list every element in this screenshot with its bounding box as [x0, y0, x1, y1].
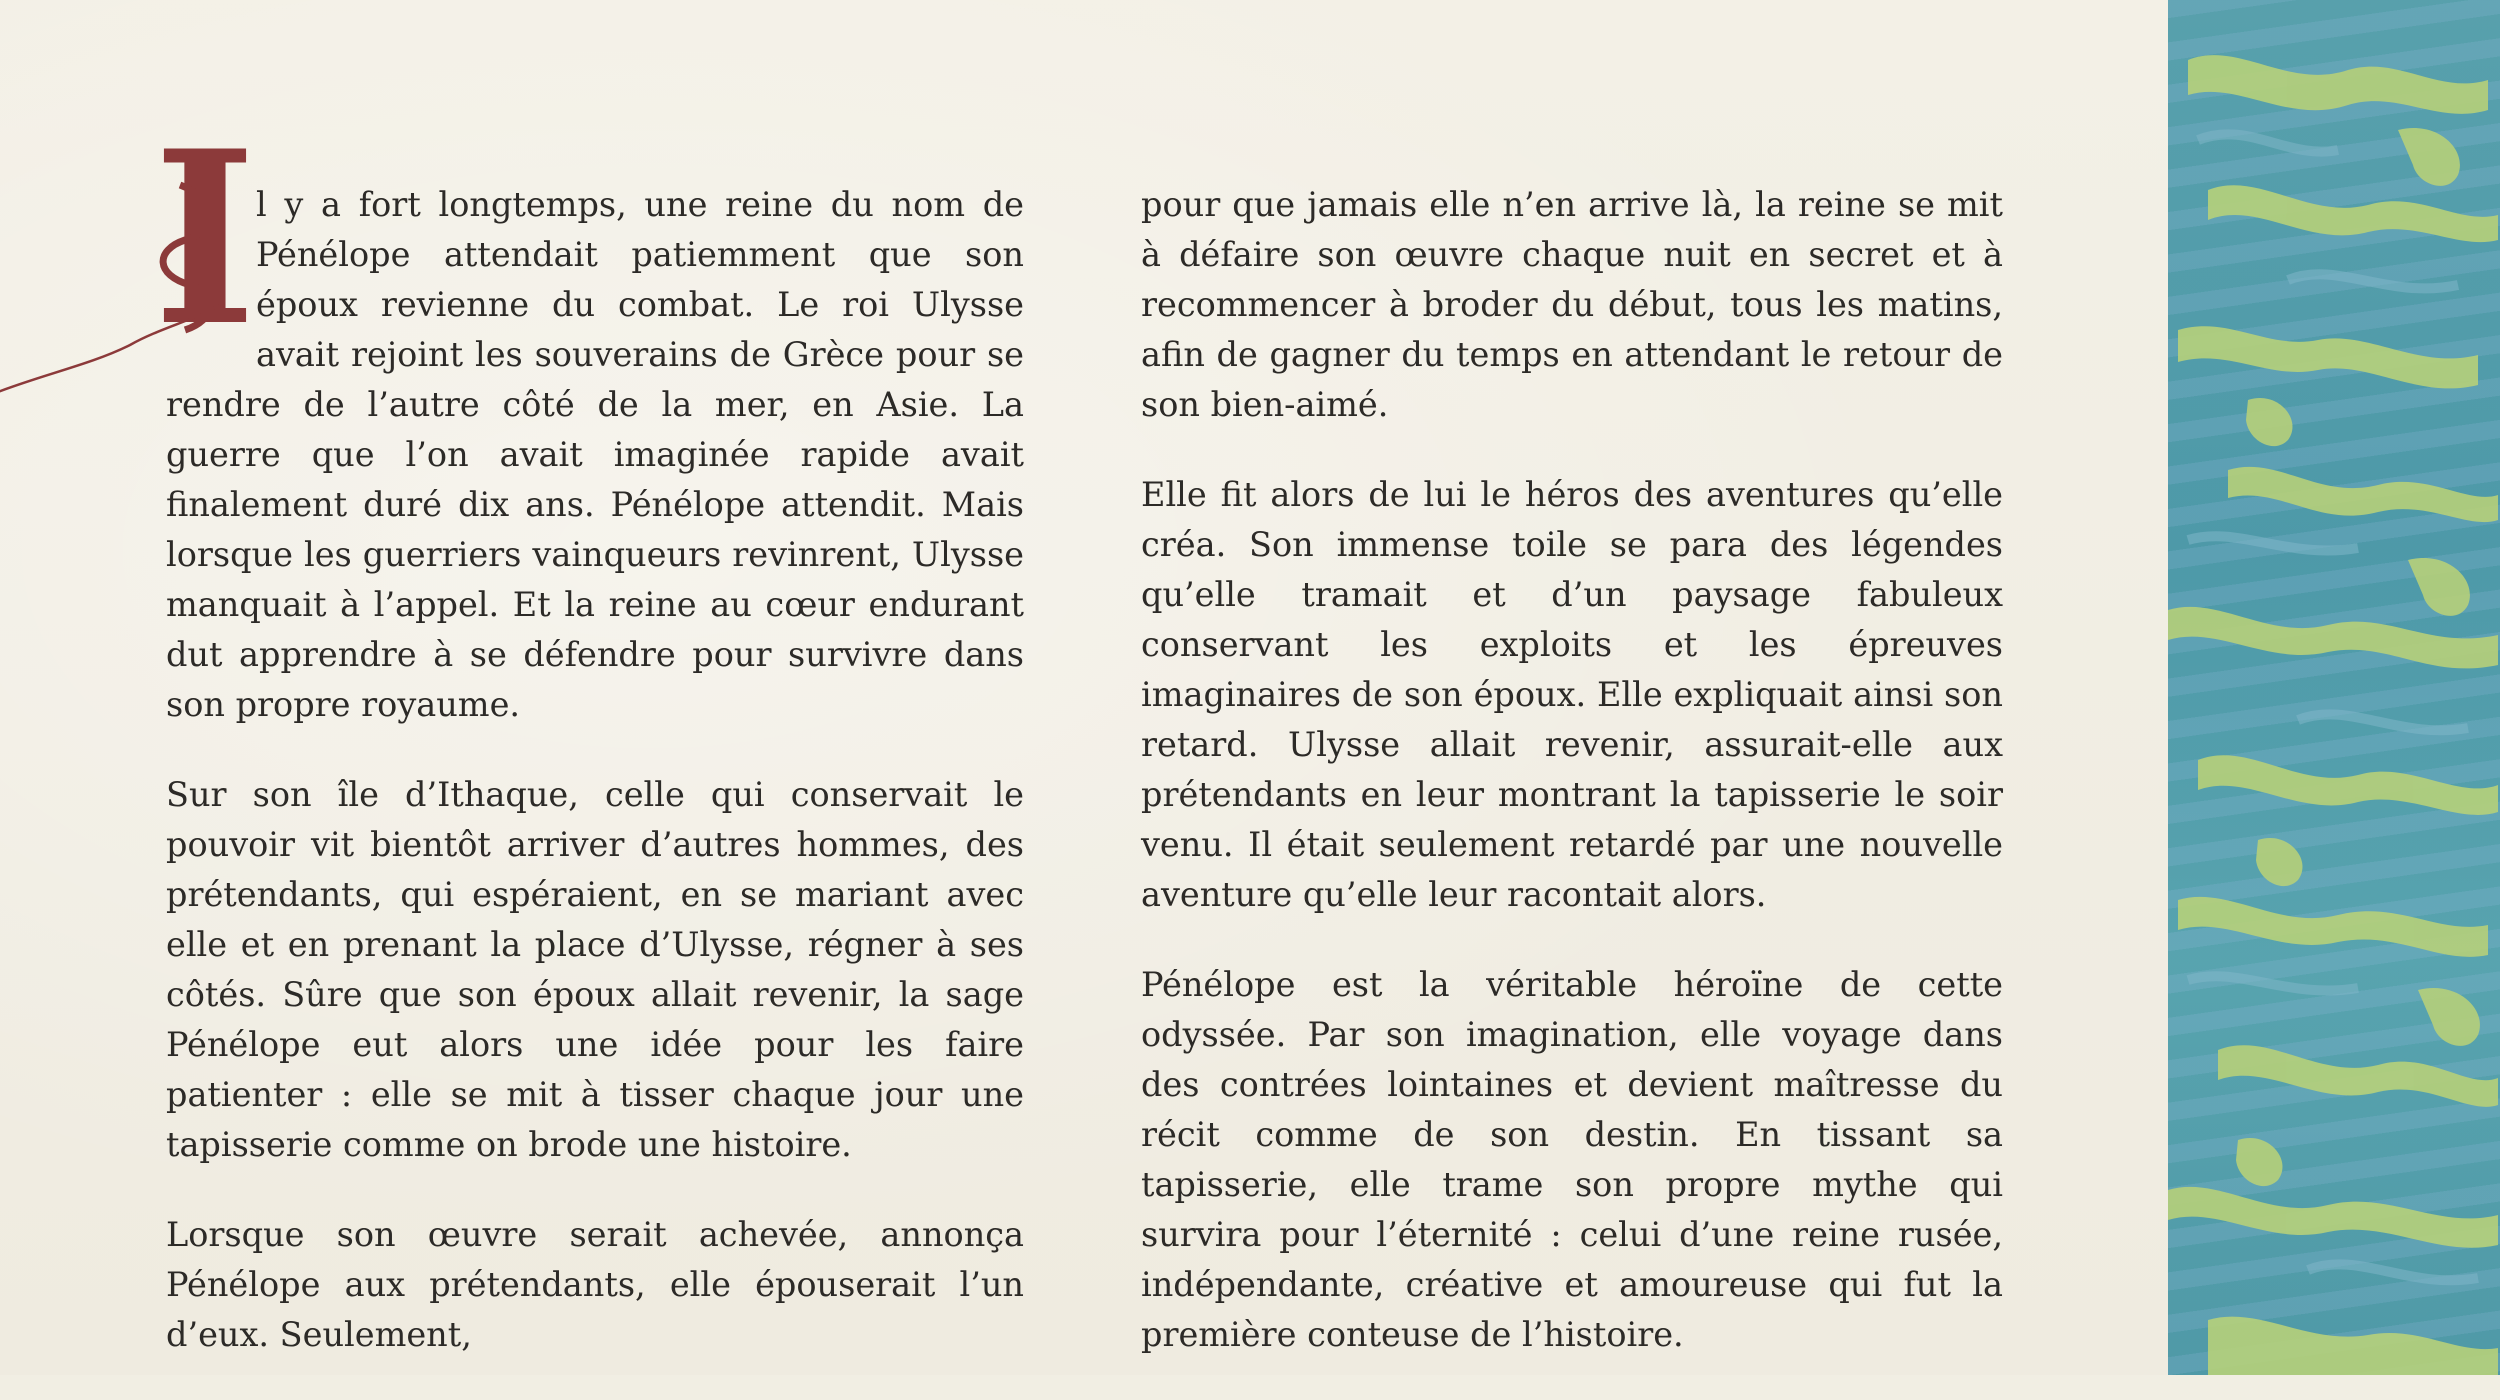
paragraph-6: Pénélope est la véritable héroïne de cette odyssée. Par son imagination, elle voyage dans des contrées lointaines et devient maîtresse du récit comme de son destin. En tissant sa tapisserie, elle trame son propre mythe qui survira pour l’éternité : celui d’une reine rusée, indépendante, créative et amoureuse qui fut la première conteuse de l’histoire.	[1141, 965, 2003, 1354]
dropcap-letter: I	[153, 100, 257, 379]
tapestry-border-image	[2168, 0, 2500, 1375]
paragraph-1-text: l y a fort longtemps, une reine du nom de Pénélope attendait patiemment que son époux revienne du combat. Le roi Ulysse avait rejoint les souverains de Grèce pour se rendre de l’autre côté de la mer, en Asie. La guerre que l’on avait imaginée rapide avait finalement duré dix ans. Pénélope attendit. Mais lorsque les guerriers vainqueurs revinrent, Ulysse manquait à l’appel. Et la reine au cœur endurant dut apprendre à se défendre pour survivre dans son propre royaume.	[166, 185, 1024, 724]
paragraph-3: Lorsque son œuvre serait achevée, annonça Pénélope aux prétendants, elle épouserait l’un d’eux. Seulement,	[166, 1215, 1024, 1354]
paragraph-4: pour que jamais elle n’en arrive là, la reine se mit à défaire son œuvre chaque nuit en secret et à recommencer à broder du début, tous les matins, afin de gagner du temps en attendant le retour de son bien-aimé.	[1141, 185, 2003, 424]
tapestry-pattern-icon	[2168, 0, 2500, 1375]
paragraph-5: Elle fit alors de lui le héros des aventures qu’elle créa. Son immense toile se para des légendes qu’elle tramait et d’un paysage fabuleux conservant les exploits et les épreuves imaginaires de son époux. Elle expliquait ainsi son retard. Ulysse allait revenir, assurait-elle aux prétendants en leur montrant la tapisserie le soir venu. Il était seulement retardé par une nouvelle aventure qu’elle leur racontait alors.	[1141, 475, 2003, 914]
dropcap-ornament	[150, 100, 257, 379]
paragraph-1	[153, 100, 1024, 730]
paragraph-2: Sur son île d’Ithaque, celle qui conservait le pouvoir vit bientôt arriver d’autres hommes, des prétendants, qui espéraient, en se mariant avec elle et en prenant la place d’Ulysse, régner à ses côtés. Sûre que son époux allait revenir, la sage Pénélope eut alors une idée pour les faire patienter : elle se mit à tisser chaque jour une tapisserie comme on brode une histoire.	[166, 775, 1024, 1164]
text-column-right	[1141, 180, 2003, 1400]
text-column-left	[153, 100, 1024, 1400]
